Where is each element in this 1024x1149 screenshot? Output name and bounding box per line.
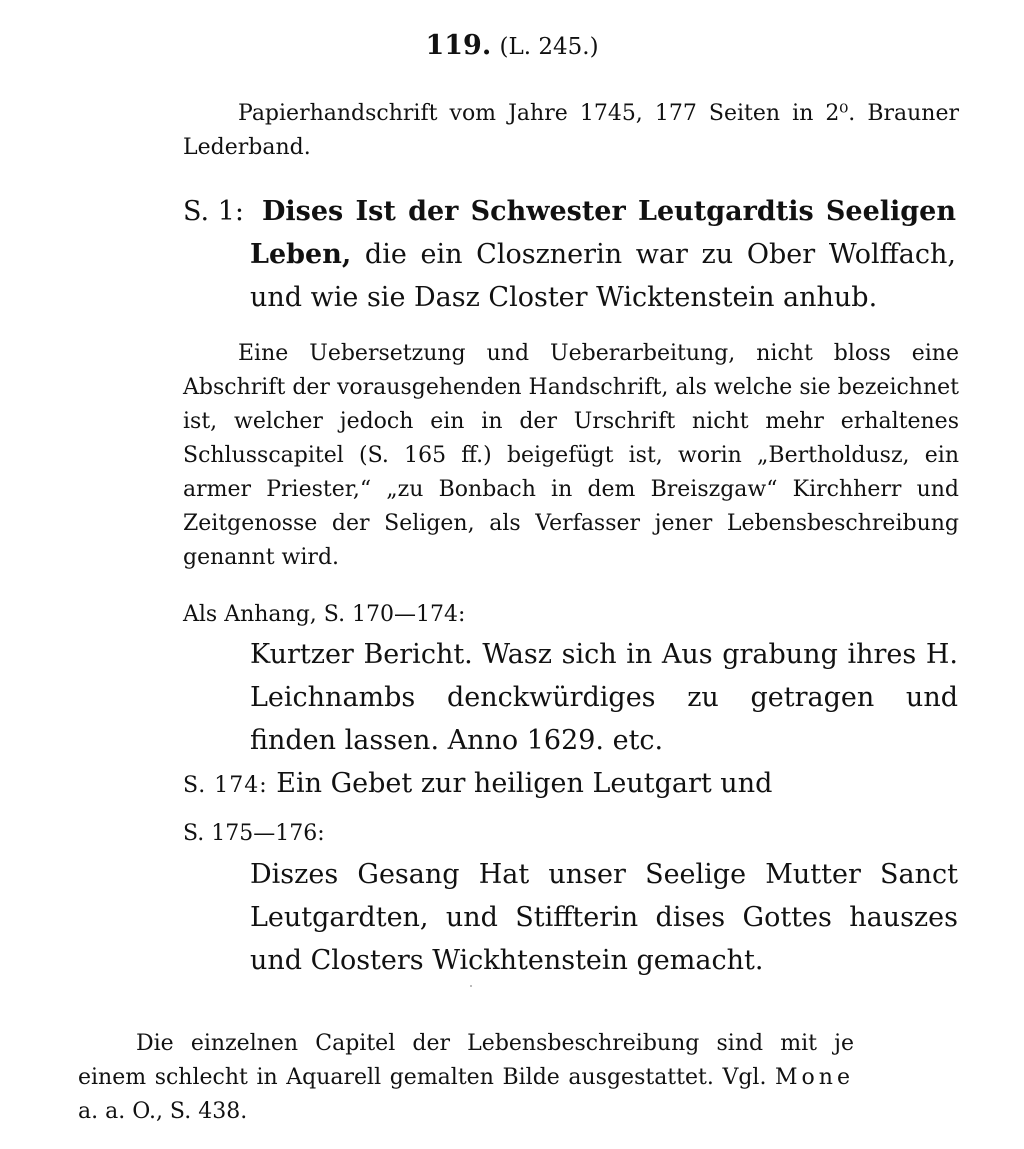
closing-text: Die einzelnen Capitel der Lebensbeschreibung sind mit je einem schlecht in Aquarell gemalten Bilde ausgestattet. Vgl. <box>78 1031 854 1090</box>
anhang-text: Kurtzer Bericht. Wasz sich in Aus grabung ihres H. Leichnambs denckwürdiges zu getragen und finden lassen. Anno 1629. etc. <box>250 639 958 756</box>
s1-title <box>250 190 956 319</box>
stray-mark <box>470 985 472 987</box>
closing-paragraph <box>78 1027 854 1129</box>
s1-label: S. 1: <box>183 196 244 227</box>
s174-text: Ein Gebet zur heiligen Leutgart und <box>267 768 773 799</box>
entry-number: 119. <box>425 30 492 61</box>
s175-label: S. 175—176: <box>183 821 325 846</box>
closing-citation: a. a. O., S. 438. <box>78 1099 248 1124</box>
s174-label: S. 174: <box>183 773 268 798</box>
s1-title-bold: Dises Ist der Schwester Leutgardtis Seeligen Leben, <box>250 196 956 270</box>
entry-reference: (L. 245.) <box>499 34 599 60</box>
entry-heading <box>0 30 1024 61</box>
anhang-label: Als Anhang, S. 170—174: <box>183 602 466 627</box>
manuscript-description: Papierhandschrift vom Jahre 1745, 177 Seiten in 2⁰. Brauner Lederband. <box>183 101 959 160</box>
commentary-paragraph: Eine Uebersetzung und Ueberarbeitung, nicht bloss eine Abschrift der vorausgehenden Handschrift, als welche sie bezeichnet ist, welcher jedoch ein in der Urschrift nicht mehr erhaltenes Schlusscapitel (S. 165 ff.) beigefügt ist, worin „Bertholdusz, ein armer Priester,“ „zu Bonbach in dem Breiszgaw“ Kirchherr und Zeitgenosse der Seligen, als Verfasser jener Lebensbeschreibung genannt wird. <box>183 341 959 570</box>
closing-author: Mone <box>775 1065 854 1090</box>
s175-text: Diszes Gesang Hat unser Seelige Mutter Sanct Leutgardten, und Stiffterin dises Gottes hauszes und Closters Wickhtenstein gemacht. <box>250 859 958 976</box>
s174-line <box>183 762 772 807</box>
s1-title-rest: die ein Closznerin war zu Ober Wolffach, und wie sie Dasz Closter Wicktenstein anhub. <box>250 239 956 313</box>
